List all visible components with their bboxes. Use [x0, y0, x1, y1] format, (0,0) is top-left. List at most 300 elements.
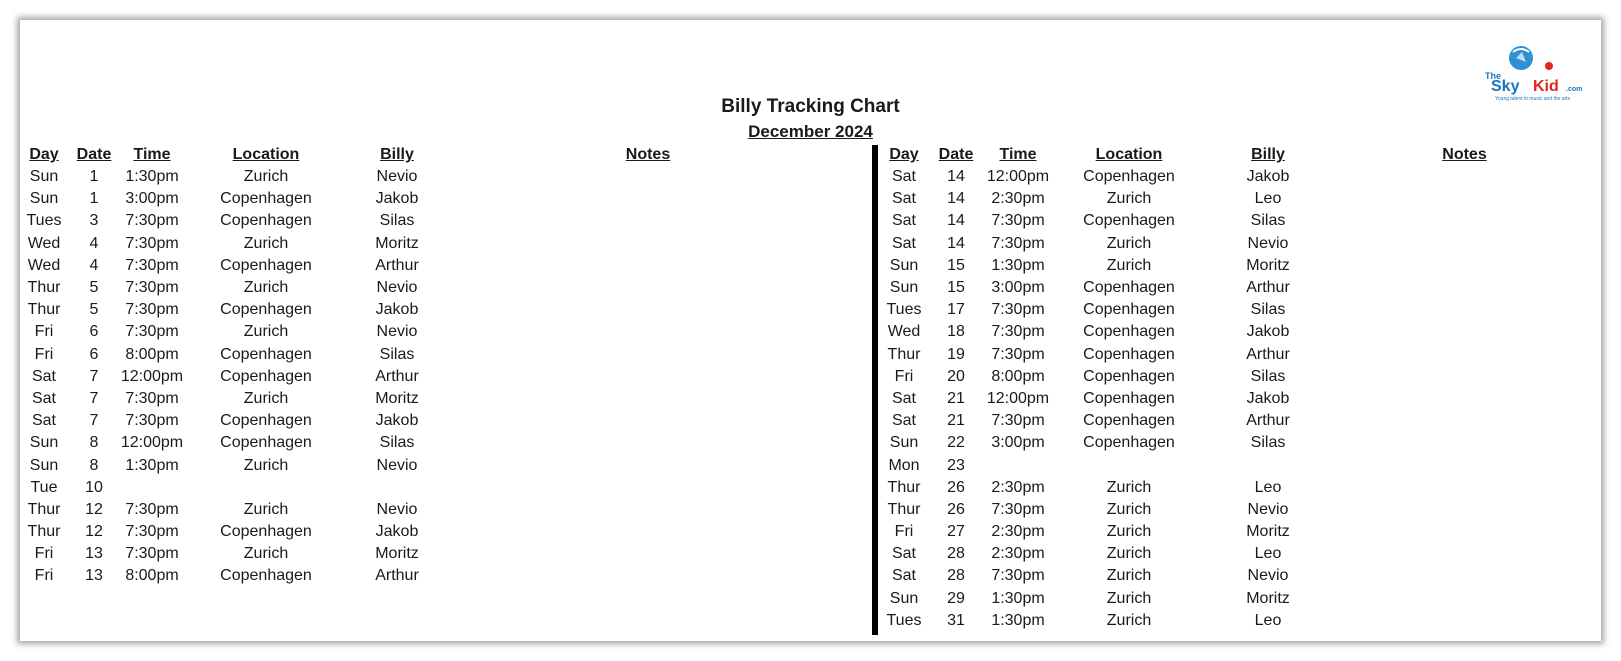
cell-location: Zurich — [243, 456, 289, 474]
cell-location: Copenhagen — [220, 256, 312, 274]
table-row — [20, 454, 850, 476]
cell-notes — [446, 432, 850, 454]
cell-notes — [446, 388, 850, 410]
cell-day: Fri — [894, 367, 914, 385]
cell-notes — [1328, 477, 1601, 499]
cell-billy: Jakob — [375, 190, 419, 208]
cell-billy: Jakob — [1246, 168, 1290, 186]
cell-location: Copenhagen — [220, 345, 312, 363]
cell-notes — [1328, 565, 1601, 587]
cell-day: Thur — [887, 478, 921, 496]
cell-time: 3:00pm — [125, 190, 179, 208]
cell-billy: Silas — [1250, 367, 1286, 385]
cell-date: 8 — [89, 434, 99, 452]
cell-location: Zurich — [1106, 478, 1152, 496]
cell-day: Sat — [31, 367, 56, 385]
cell-date: 13 — [85, 567, 103, 585]
table-row — [20, 166, 850, 188]
cell-date: 4 — [89, 234, 99, 252]
cell-notes — [1328, 410, 1601, 432]
cell-notes — [446, 454, 850, 476]
cell-billy: Nevio — [376, 323, 418, 341]
table-row — [20, 543, 850, 565]
cell-billy: Nevio — [376, 168, 418, 186]
cell-billy: Moritz — [1246, 589, 1290, 607]
cell-time: 7:30pm — [991, 500, 1045, 518]
table-row — [882, 210, 1601, 232]
cell-location: Copenhagen — [1083, 279, 1175, 297]
cell-time: 3:00pm — [991, 279, 1045, 297]
cell-notes — [446, 299, 850, 321]
cell-billy — [1208, 454, 1328, 476]
cell-date: 26 — [947, 478, 965, 496]
cell-billy: Jakob — [375, 412, 419, 430]
cell-date: 22 — [947, 434, 965, 452]
cell-date: 1 — [89, 190, 99, 208]
cell-notes — [446, 188, 850, 210]
table-row — [20, 432, 850, 454]
header-billy: Billy — [1251, 146, 1285, 163]
cell-date: 5 — [89, 279, 99, 297]
cell-day: Sat — [891, 545, 916, 563]
cell-location: Copenhagen — [1083, 389, 1175, 407]
cell-time: 7:30pm — [991, 212, 1045, 230]
cell-date: 5 — [89, 301, 99, 319]
cell-notes — [446, 521, 850, 543]
header-row — [20, 144, 850, 166]
table-row — [882, 499, 1601, 521]
cell-date: 13 — [85, 545, 103, 563]
cell-date: 6 — [89, 323, 99, 341]
cell-notes — [1328, 366, 1601, 388]
cell-time: 2:30pm — [991, 478, 1045, 496]
cell-day: Tue — [30, 478, 58, 496]
table-row — [882, 188, 1601, 210]
cell-location: Zurich — [243, 168, 289, 186]
table-row — [882, 588, 1601, 610]
cell-billy: Leo — [1254, 611, 1282, 629]
cell-location: Copenhagen — [1083, 412, 1175, 430]
cell-notes — [446, 477, 850, 499]
cell-time: 7:30pm — [991, 567, 1045, 585]
cell-notes — [1328, 188, 1601, 210]
cell-billy: Silas — [379, 212, 415, 230]
cell-date: 1 — [89, 168, 99, 186]
cell-billy: Nevio — [1247, 500, 1289, 518]
table-row — [20, 565, 850, 587]
cell-location: Copenhagen — [1083, 367, 1175, 385]
cell-notes — [1328, 521, 1601, 543]
cell-notes — [446, 543, 850, 565]
cell-day: Tues — [886, 611, 922, 629]
cell-time: 7:30pm — [991, 345, 1045, 363]
cell-billy: Silas — [1250, 212, 1286, 230]
cell-day: Wed — [27, 234, 61, 252]
cell-notes — [446, 166, 850, 188]
table-row — [20, 366, 850, 388]
cell-location: Copenhagen — [1083, 434, 1175, 452]
table-row — [20, 388, 850, 410]
cell-notes — [446, 233, 850, 255]
cell-day: Fri — [34, 567, 54, 585]
cell-day: Wed — [887, 323, 921, 341]
cell-day: Wed — [27, 256, 61, 274]
cell-notes — [446, 321, 850, 343]
cell-billy: Nevio — [376, 456, 418, 474]
cell-time: 7:30pm — [125, 323, 179, 341]
cell-date: 7 — [89, 367, 99, 385]
svg-text:Kid: Kid — [1533, 78, 1559, 95]
cell-notes — [1328, 388, 1601, 410]
cell-location: Copenhagen — [220, 523, 312, 541]
cell-day: Thur — [27, 500, 61, 518]
svg-text:Sky: Sky — [1491, 78, 1520, 95]
cell-time: 1:30pm — [991, 611, 1045, 629]
cell-location: Copenhagen — [1083, 212, 1175, 230]
table-row — [882, 277, 1601, 299]
table-row — [882, 299, 1601, 321]
cell-location: Copenhagen — [220, 434, 312, 452]
cell-time: 7:30pm — [991, 234, 1045, 252]
svg-text:.com: .com — [1566, 86, 1583, 93]
cell-day: Fri — [894, 523, 914, 541]
table-row — [20, 255, 850, 277]
cell-billy: Jakob — [1246, 323, 1290, 341]
cell-billy: Leo — [1254, 478, 1282, 496]
cell-notes — [446, 344, 850, 366]
cell-date: 26 — [947, 500, 965, 518]
cell-billy: Nevio — [376, 279, 418, 297]
header-time: Time — [133, 146, 171, 163]
table-row — [882, 432, 1601, 454]
header-notes: Notes — [625, 146, 671, 163]
cell-day: Sat — [891, 212, 916, 230]
cell-location: Copenhagen — [1083, 168, 1175, 186]
cell-date: 14 — [947, 212, 965, 230]
cell-time: 12:00pm — [986, 389, 1050, 407]
cell-day: Sat — [891, 234, 916, 252]
cell-time: 1:30pm — [125, 456, 179, 474]
cell-billy — [348, 477, 446, 499]
cell-day: Sun — [29, 456, 59, 474]
cell-day: Thur — [27, 523, 61, 541]
cell-day: Tues — [886, 301, 922, 319]
table-row — [20, 499, 850, 521]
table-row — [20, 233, 850, 255]
header-location: Location — [232, 146, 300, 163]
cell-day: Thur — [887, 345, 921, 363]
cell-time: 2:30pm — [991, 523, 1045, 541]
table-row — [20, 299, 850, 321]
table-row — [882, 565, 1601, 587]
cell-time: 7:30pm — [991, 323, 1045, 341]
cell-date: 31 — [947, 611, 965, 629]
cell-time: 8:00pm — [125, 567, 179, 585]
table-row — [882, 344, 1601, 366]
cell-date: 4 — [89, 256, 99, 274]
table-row — [882, 543, 1601, 565]
cell-notes — [446, 565, 850, 587]
cell-location: Zurich — [1106, 500, 1152, 518]
cell-notes — [446, 410, 850, 432]
header-row — [882, 144, 1601, 166]
cell-date: 17 — [947, 301, 965, 319]
cell-location: Zurich — [243, 279, 289, 297]
cell-location: Zurich — [243, 234, 289, 252]
header-day: Day — [29, 146, 59, 163]
cell-day: Sat — [891, 412, 916, 430]
table-row — [20, 321, 850, 343]
cell-time: 7:30pm — [125, 500, 179, 518]
cell-time: 7:30pm — [125, 545, 179, 563]
cell-notes — [1328, 543, 1601, 565]
table-row — [882, 366, 1601, 388]
table-row — [20, 344, 850, 366]
cell-location: Zurich — [1106, 234, 1152, 252]
cell-day: Sat — [891, 168, 916, 186]
cell-billy: Moritz — [375, 545, 419, 563]
cell-location: Copenhagen — [220, 412, 312, 430]
cell-billy: Nevio — [1247, 234, 1289, 252]
cell-time — [120, 477, 184, 499]
header-date: Date — [76, 146, 112, 163]
cell-location: Zurich — [243, 389, 289, 407]
cell-location: Copenhagen — [1083, 323, 1175, 341]
cell-date: 21 — [947, 389, 965, 407]
cell-notes — [446, 277, 850, 299]
cell-billy: Moritz — [1246, 256, 1290, 274]
schedule-body-left — [20, 166, 850, 588]
cell-billy: Leo — [1254, 545, 1282, 563]
cell-location: Copenhagen — [1083, 345, 1175, 363]
cell-time: 7:30pm — [125, 301, 179, 319]
cell-location: Zurich — [1106, 256, 1152, 274]
cell-billy: Arthur — [1246, 279, 1290, 297]
cell-time: 1:30pm — [991, 256, 1045, 274]
schedule-table-left — [20, 144, 850, 588]
cell-notes — [1328, 344, 1601, 366]
chart-subtitle: December 2024 — [748, 122, 873, 141]
cell-date: 29 — [947, 589, 965, 607]
cell-day: Sun — [29, 190, 59, 208]
cell-day: Fri — [34, 345, 54, 363]
cell-date: 8 — [89, 456, 99, 474]
table-row — [20, 277, 850, 299]
table-row — [882, 477, 1601, 499]
cell-notes — [1328, 166, 1601, 188]
cell-date: 19 — [947, 345, 965, 363]
cell-notes — [446, 210, 850, 232]
table-row — [20, 188, 850, 210]
cell-billy: Arthur — [375, 567, 419, 585]
cell-notes — [1328, 610, 1601, 632]
table-row — [882, 410, 1601, 432]
cell-day: Mon — [888, 456, 920, 474]
cell-date: 21 — [947, 412, 965, 430]
cell-location: Zurich — [1106, 611, 1152, 629]
cell-date: 15 — [947, 279, 965, 297]
cell-date: 10 — [85, 478, 103, 496]
header-notes: Notes — [1442, 146, 1487, 163]
cell-billy: Arthur — [375, 367, 419, 385]
table-row — [882, 388, 1601, 410]
cell-time: 3:00pm — [991, 434, 1045, 452]
cell-billy: Jakob — [375, 301, 419, 319]
cell-time: 7:30pm — [125, 523, 179, 541]
cell-time: 7:30pm — [991, 412, 1045, 430]
cell-billy: Arthur — [1246, 412, 1290, 430]
cell-notes — [1328, 432, 1601, 454]
cell-time: 8:00pm — [125, 345, 179, 363]
cell-billy: Jakob — [375, 523, 419, 541]
cell-day: Thur — [887, 500, 921, 518]
cell-billy: Arthur — [1246, 345, 1290, 363]
cell-location: Zurich — [1106, 523, 1152, 541]
cell-day: Sat — [31, 389, 56, 407]
table-row — [882, 521, 1601, 543]
cell-day: Thur — [27, 279, 61, 297]
cell-location: Zurich — [1106, 567, 1152, 585]
header-date: Date — [938, 146, 974, 163]
cell-time: 2:30pm — [991, 545, 1045, 563]
table-row — [882, 166, 1601, 188]
cell-time: 7:30pm — [125, 212, 179, 230]
header-time: Time — [999, 146, 1037, 163]
cell-notes — [1328, 321, 1601, 343]
cell-time: 1:30pm — [125, 168, 179, 186]
cell-date: 20 — [947, 367, 965, 385]
column-divider — [872, 145, 878, 635]
header-day: Day — [889, 146, 919, 163]
cell-day: Sun — [889, 589, 919, 607]
cell-location: Copenhagen — [220, 301, 312, 319]
table-row — [882, 454, 1601, 476]
schedule-table-right — [882, 144, 1601, 632]
cell-day: Fri — [34, 545, 54, 563]
cell-day: Sat — [31, 412, 56, 430]
cell-notes — [1328, 255, 1601, 277]
cell-location: Copenhagen — [220, 367, 312, 385]
cell-time: 7:30pm — [125, 279, 179, 297]
cell-day: Sun — [29, 168, 59, 186]
cell-time: 7:30pm — [125, 412, 179, 430]
cell-location: Zurich — [1106, 589, 1152, 607]
cell-billy: Leo — [1254, 190, 1282, 208]
cell-time: 7:30pm — [991, 301, 1045, 319]
table-row — [20, 410, 850, 432]
table-row — [20, 210, 850, 232]
cell-day: Tues — [26, 212, 62, 230]
table-row — [882, 321, 1601, 343]
cell-date: 7 — [89, 412, 99, 430]
cell-billy: Silas — [379, 434, 415, 452]
table-row — [882, 233, 1601, 255]
header-billy: Billy — [380, 146, 414, 163]
cell-date: 6 — [89, 345, 99, 363]
cell-notes — [1328, 233, 1601, 255]
cell-day: Sat — [891, 190, 916, 208]
cell-time: 7:30pm — [125, 234, 179, 252]
cell-day: Sat — [891, 567, 916, 585]
cell-billy: Arthur — [375, 256, 419, 274]
cell-time: 12:00pm — [120, 367, 184, 385]
table-row — [20, 477, 850, 499]
cell-notes — [1328, 499, 1601, 521]
chart-title: Billy Tracking Chart — [721, 96, 900, 117]
cell-day: Fri — [34, 323, 54, 341]
cell-date: 15 — [947, 256, 965, 274]
cell-date: 14 — [947, 190, 965, 208]
cell-time: 12:00pm — [986, 168, 1050, 186]
cell-billy: Silas — [1250, 434, 1286, 452]
cell-location: Zurich — [243, 323, 289, 341]
cell-day: Sun — [29, 434, 59, 452]
cell-date: 12 — [85, 523, 103, 541]
cell-day: Sun — [889, 256, 919, 274]
spreadsheet-page — [20, 20, 1601, 641]
header-location: Location — [1095, 146, 1163, 163]
cell-day: Thur — [27, 301, 61, 319]
cell-notes — [1328, 277, 1601, 299]
cell-location: Zurich — [1106, 545, 1152, 563]
cell-location: Zurich — [243, 500, 289, 518]
cell-time: 1:30pm — [991, 589, 1045, 607]
table-row — [882, 610, 1601, 632]
cell-location: Copenhagen — [1083, 301, 1175, 319]
cell-location — [184, 477, 348, 499]
cell-location: Copenhagen — [220, 212, 312, 230]
cell-notes — [1328, 588, 1601, 610]
cell-time: 7:30pm — [125, 389, 179, 407]
cell-time: 2:30pm — [991, 190, 1045, 208]
cell-notes — [446, 255, 850, 277]
cell-date: 14 — [947, 168, 965, 186]
cell-notes — [446, 366, 850, 388]
cell-notes — [1328, 299, 1601, 321]
cell-date: 3 — [89, 212, 99, 230]
cell-time: 7:30pm — [125, 256, 179, 274]
cell-date: 14 — [947, 234, 965, 252]
cell-date: 18 — [947, 323, 965, 341]
cell-date: 12 — [85, 500, 103, 518]
svg-text:Young talent in music and the: Young talent in music and the arts — [1495, 96, 1571, 102]
cell-time: 12:00pm — [120, 434, 184, 452]
cell-location: Copenhagen — [220, 567, 312, 585]
cell-location: Zurich — [243, 545, 289, 563]
svg-text:The: The — [1485, 71, 1502, 81]
cell-billy: Nevio — [376, 500, 418, 518]
cell-date: 27 — [947, 523, 965, 541]
schedule-body-right — [882, 166, 1601, 632]
cell-date: 28 — [947, 545, 965, 563]
cell-billy: Moritz — [375, 389, 419, 407]
cell-location: Copenhagen — [220, 190, 312, 208]
cell-billy: Silas — [379, 345, 415, 363]
cell-day: Sat — [891, 389, 916, 407]
cell-location — [1050, 454, 1208, 476]
cell-date: 28 — [947, 567, 965, 585]
cell-notes — [1328, 210, 1601, 232]
cell-date: 23 — [947, 456, 965, 474]
cell-billy: Moritz — [375, 234, 419, 252]
cell-day: Sun — [889, 279, 919, 297]
cell-billy: Jakob — [1246, 389, 1290, 407]
cell-notes — [446, 499, 850, 521]
table-row — [882, 255, 1601, 277]
cell-notes — [1328, 454, 1601, 476]
cell-billy: Nevio — [1247, 567, 1289, 585]
cell-time — [986, 454, 1050, 476]
